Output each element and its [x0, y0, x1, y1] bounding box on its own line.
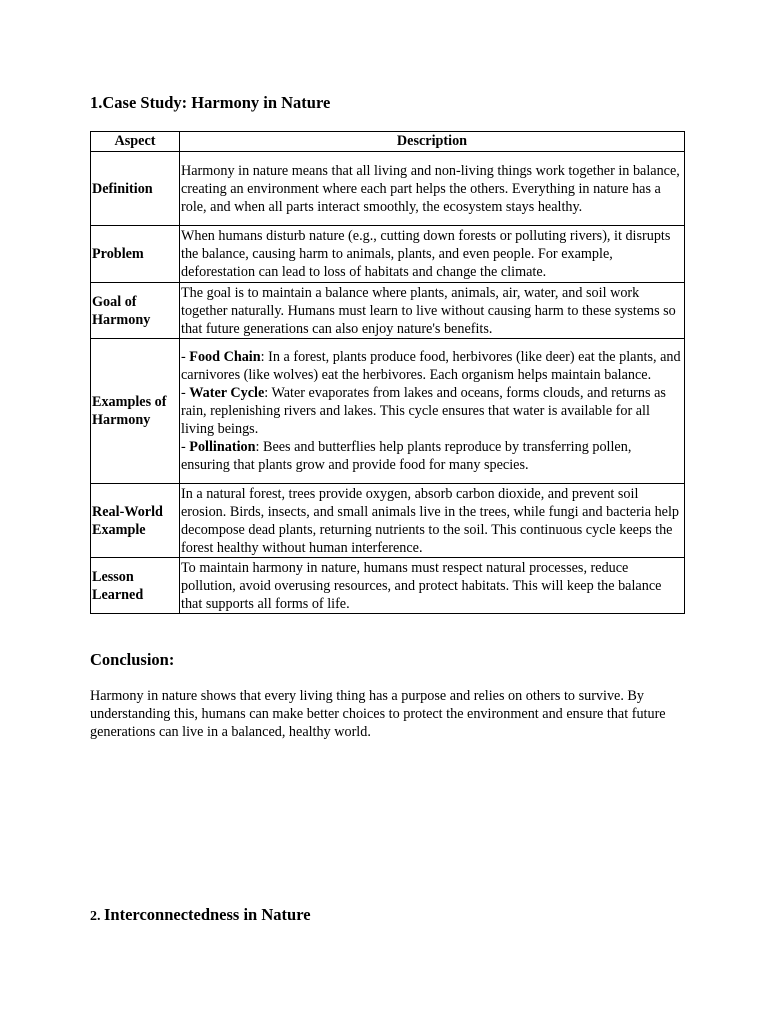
text-pollination: : Bees and butterflies help plants reproduce by transferring pollen, ensuring that plants grow and provide food for many species. [181, 439, 632, 473]
row-aspect-goal: Goal of Harmony [91, 283, 180, 339]
example-pollination [181, 438, 683, 474]
header-aspect: Aspect [91, 132, 180, 152]
table-row [91, 226, 685, 283]
conclusion-paragraph: Harmony in nature shows that every living thing has a purpose and relies on others to survive. By understanding this, humans can make better choices to protect the environment and ensure that future generations can live in a balanced, healthy world. [90, 688, 666, 740]
table-row [91, 558, 685, 614]
section-2-heading-text: Interconnectedness in Nature [104, 905, 311, 924]
term-water-cycle: Water Cycle [189, 385, 265, 401]
bullet-prefix: - [181, 349, 190, 365]
row-description-definition: Harmony in nature means that all living and non-living things work together in balance, creating an environment where each part helps the others. Everything in nature has a role, and when all parts interact smoothly, the ecosystem stays healthy. [180, 152, 685, 226]
section-1-title: 1.Case Study: Harmony in Nature [90, 93, 331, 112]
text-food-chain: : In a forest, plants produce food, herbivores (like deer) eat the plants, and carnivores (like wolves) eat the herbivores. Each organism helps maintain balance. [181, 349, 681, 383]
table-row [91, 283, 685, 339]
section-2-title [90, 903, 311, 927]
row-description-goal: The goal is to maintain a balance where plants, animals, air, water, and soil work together naturally. Humans must learn to live without causing harm to these systems so that future generations can also enjoy nature's benefits. [180, 283, 685, 339]
row-aspect-definition: Definition [91, 152, 180, 226]
table-row [91, 484, 685, 558]
table-row [91, 152, 685, 226]
table-header-row [91, 132, 685, 152]
row-description-lesson: To maintain harmony in nature, humans must respect natural processes, reduce pollution, avoid overusing resources, and protect habitats. This will keep the balance that supports all forms of life. [180, 558, 685, 614]
term-food-chain: Food Chain [189, 349, 261, 365]
header-description: Description [180, 132, 685, 152]
section-2-number: 2. [90, 909, 104, 924]
row-description-examples [180, 339, 685, 484]
row-aspect-problem: Problem [91, 226, 180, 283]
example-water-cycle [181, 384, 683, 438]
row-description-problem: When humans disturb nature (e.g., cutting down forests or polluting rivers), it disrupts the balance, causing harm to animals, plants, and even people. For example, deforestation can lead to loss of habitats and change the climate. [180, 226, 685, 283]
example-food-chain [181, 348, 683, 384]
text-water-cycle: : Water evaporates from lakes and oceans, forms clouds, and returns as rain, replenishing rivers and lakes. This cycle ensures that water is available for all living beings. [181, 385, 666, 437]
case-study-table [90, 131, 685, 614]
row-aspect-real-world: Real-World Example [91, 484, 180, 558]
term-pollination: Pollination [189, 439, 256, 455]
row-description-real-world: In a natural forest, trees provide oxygen, absorb carbon dioxide, and prevent soil erosion. Birds, insects, and small animals live in the trees, while fungi and bacteria help decompose dead plants, returning nutrients to the soil. This continuous cycle keeps the forest healthy without human interference. [180, 484, 685, 558]
conclusion-title: Conclusion: [90, 650, 175, 669]
table-row [91, 339, 685, 484]
bullet-prefix: - [181, 385, 190, 401]
row-aspect-lesson: Lesson Learned [91, 558, 180, 614]
row-aspect-examples: Examples of Harmony [91, 339, 180, 484]
bullet-prefix: - [181, 439, 190, 455]
